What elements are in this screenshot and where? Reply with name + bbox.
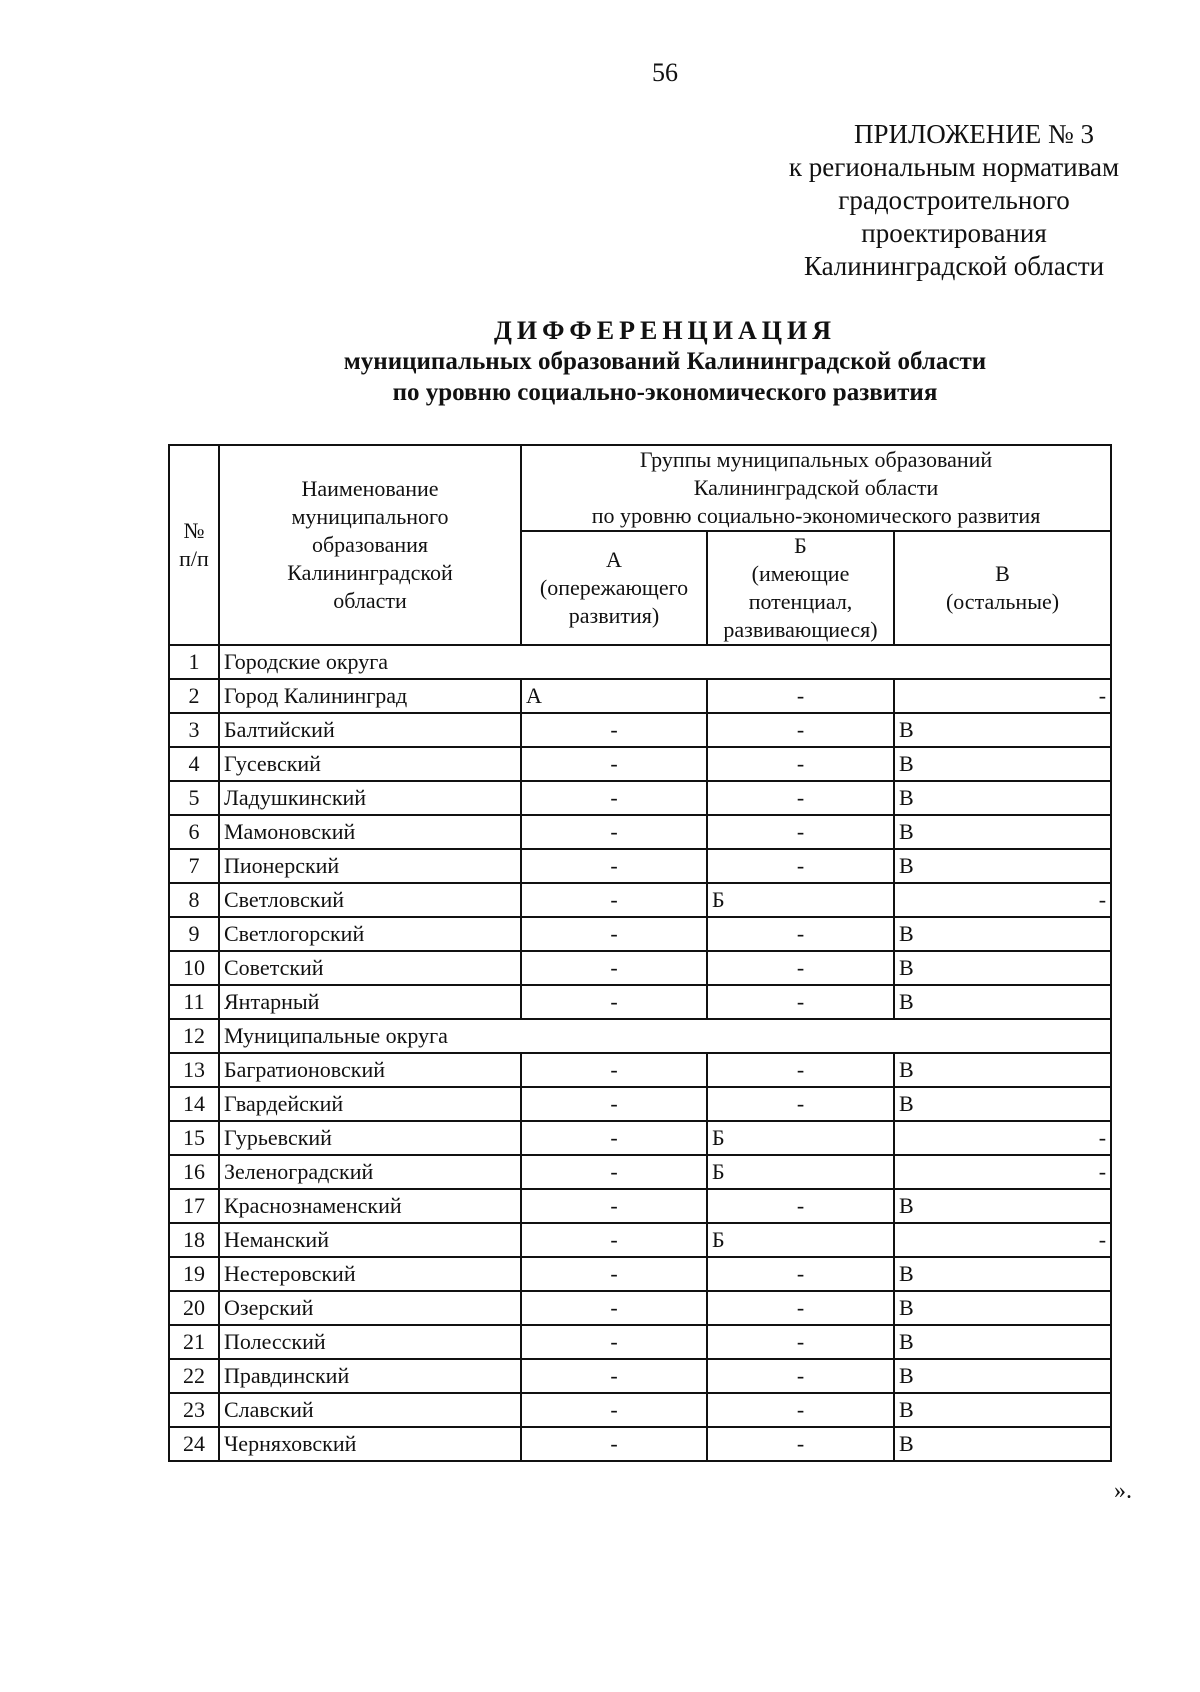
table-row <box>169 1121 1111 1155</box>
group-c-cell: В <box>894 713 1111 747</box>
municipality-name: Гусевский <box>219 747 521 781</box>
appendix-title: ПРИЛОЖЕНИЕ № 3 <box>853 119 1095 149</box>
appendix-line: градостроительного <box>838 185 1070 215</box>
group-b-cell: - <box>707 917 894 951</box>
heading-title: ДИФФЕРЕНЦИАЦИЯ <box>493 316 836 345</box>
table-row <box>169 1393 1111 1427</box>
group-c-cell: В <box>894 1291 1111 1325</box>
group-b-cell: - <box>707 1087 894 1121</box>
group-a-cell: - <box>521 849 707 883</box>
group-a-cell: - <box>521 985 707 1019</box>
row-number: 12 <box>169 1019 219 1053</box>
municipality-name: Багратионовский <box>219 1053 521 1087</box>
header-group-b <box>707 531 894 645</box>
row-number: 13 <box>169 1053 219 1087</box>
group-b-cell: - <box>707 985 894 1019</box>
document-heading <box>0 315 1200 408</box>
group-c-cell: В <box>894 1427 1111 1461</box>
header-text: области <box>333 588 407 613</box>
row-number: 20 <box>169 1291 219 1325</box>
group-c-cell: В <box>894 1325 1111 1359</box>
group-c-cell: - <box>894 1121 1111 1155</box>
table-row <box>169 985 1111 1019</box>
row-number: 10 <box>169 951 219 985</box>
group-b-cell: - <box>707 1427 894 1461</box>
row-number: 11 <box>169 985 219 1019</box>
group-b-cell: - <box>707 747 894 781</box>
municipality-name: Славский <box>219 1393 521 1427</box>
group-b-cell: Б <box>707 1121 894 1155</box>
appendix-line: к региональным нормативам <box>788 152 1120 182</box>
group-a-cell: - <box>521 1121 707 1155</box>
header-text: образования <box>311 532 429 557</box>
group-a-cell: - <box>521 951 707 985</box>
group-a-cell: - <box>521 747 707 781</box>
group-a-cell: - <box>521 781 707 815</box>
row-number: 21 <box>169 1325 219 1359</box>
heading-subtitle-line-2: по уровню социально-экономического развития <box>392 379 938 406</box>
table-row <box>169 1359 1111 1393</box>
group-c-cell: - <box>894 1223 1111 1257</box>
header-text: Наименование <box>301 476 439 501</box>
municipality-name: Мамоновский <box>219 815 521 849</box>
differentiation-table <box>168 444 1112 1462</box>
header-text: п/п <box>179 546 209 571</box>
header-text: А <box>606 547 622 572</box>
table-row <box>169 1019 1111 1053</box>
header-text: потенциал, <box>748 589 853 614</box>
group-a-cell: - <box>521 883 707 917</box>
group-b-cell: Б <box>707 1223 894 1257</box>
group-b-cell: - <box>707 1257 894 1291</box>
header-text: по уровню социально-экономического развития <box>591 503 1041 528</box>
municipality-name: Зеленоградский <box>219 1155 521 1189</box>
header-text: Группы муниципальных образований <box>639 447 993 472</box>
group-c-cell: В <box>894 985 1111 1019</box>
table-body <box>169 645 1111 1461</box>
row-number: 19 <box>169 1257 219 1291</box>
group-c-cell: В <box>894 1257 1111 1291</box>
closing-quote: ». <box>1114 1478 1132 1504</box>
group-a-cell: - <box>521 1155 707 1189</box>
table-row <box>169 1291 1111 1325</box>
group-a-cell: - <box>521 1087 707 1121</box>
row-number: 9 <box>169 917 219 951</box>
table-row <box>169 1189 1111 1223</box>
header-text: (имеющие <box>751 561 850 586</box>
table-row <box>169 951 1111 985</box>
group-b-cell: Б <box>707 1155 894 1189</box>
group-c-cell: В <box>894 917 1111 951</box>
group-c-cell: - <box>894 1155 1111 1189</box>
table-row <box>169 849 1111 883</box>
group-c-cell: В <box>894 747 1111 781</box>
row-number: 4 <box>169 747 219 781</box>
municipality-name: Балтийский <box>219 713 521 747</box>
group-c-cell: В <box>894 1393 1111 1427</box>
group-a-cell: А <box>521 679 707 713</box>
appendix-block <box>774 118 1134 283</box>
table-row <box>169 883 1111 917</box>
table-row <box>169 1053 1111 1087</box>
row-number: 7 <box>169 849 219 883</box>
group-b-cell: - <box>707 1291 894 1325</box>
row-number: 14 <box>169 1087 219 1121</box>
municipality-name: Неманский <box>219 1223 521 1257</box>
row-number: 5 <box>169 781 219 815</box>
table-row <box>169 1427 1111 1461</box>
row-number: 2 <box>169 679 219 713</box>
group-b-cell: - <box>707 781 894 815</box>
appendix-line: Калининградской области <box>803 251 1105 281</box>
group-a-cell: - <box>521 1325 707 1359</box>
group-b-cell: - <box>707 1393 894 1427</box>
header-text: муниципального <box>291 504 449 529</box>
table-row <box>169 1257 1111 1291</box>
group-b-cell: - <box>707 713 894 747</box>
row-number: 1 <box>169 645 219 679</box>
municipality-name: Город Калининград <box>219 679 521 713</box>
group-a-cell: - <box>521 1053 707 1087</box>
section-heading: Городские округа <box>219 645 1111 679</box>
header-name <box>219 445 521 645</box>
group-a-cell: - <box>521 1223 707 1257</box>
group-a-cell: - <box>521 1359 707 1393</box>
row-number: 17 <box>169 1189 219 1223</box>
municipality-name: Черняховский <box>219 1427 521 1461</box>
municipality-name: Полесский <box>219 1325 521 1359</box>
group-c-cell: В <box>894 1087 1111 1121</box>
municipality-name: Правдинский <box>219 1359 521 1393</box>
row-number: 22 <box>169 1359 219 1393</box>
group-b-cell: - <box>707 1189 894 1223</box>
table-row <box>169 917 1111 951</box>
group-c-cell: В <box>894 1359 1111 1393</box>
group-b-cell: - <box>707 679 894 713</box>
group-c-cell: В <box>894 815 1111 849</box>
header-text: развития) <box>568 603 660 628</box>
row-number: 15 <box>169 1121 219 1155</box>
group-c-cell: В <box>894 849 1111 883</box>
group-c-cell: В <box>894 1053 1111 1087</box>
group-b-cell: - <box>707 1325 894 1359</box>
table-row <box>169 1087 1111 1121</box>
heading-subtitle-line-1: муниципальных образований Калининградской области <box>343 348 987 375</box>
group-a-cell: - <box>521 1427 707 1461</box>
group-a-cell: - <box>521 917 707 951</box>
section-heading: Муниципальные округа <box>219 1019 1111 1053</box>
group-b-cell: Б <box>707 883 894 917</box>
table-row <box>169 1155 1111 1189</box>
table-row <box>169 815 1111 849</box>
municipality-name: Советский <box>219 951 521 985</box>
municipality-name: Гурьевский <box>219 1121 521 1155</box>
header-groups <box>521 445 1111 531</box>
municipality-name: Янтарный <box>219 985 521 1019</box>
row-number: 16 <box>169 1155 219 1189</box>
table-row <box>169 747 1111 781</box>
group-a-cell: - <box>521 1393 707 1427</box>
table-row <box>169 679 1111 713</box>
group-a-cell: - <box>521 1189 707 1223</box>
table-row <box>169 713 1111 747</box>
header-group-a <box>521 531 707 645</box>
group-b-cell: - <box>707 1053 894 1087</box>
header-text: (опережающего <box>539 575 689 600</box>
header-text: развивающиеся) <box>723 617 878 642</box>
appendix-line: проектирования <box>861 218 1047 248</box>
row-number: 18 <box>169 1223 219 1257</box>
municipality-name: Пионерский <box>219 849 521 883</box>
municipality-name: Гвардейский <box>219 1087 521 1121</box>
table-row <box>169 645 1111 679</box>
group-b-cell: - <box>707 1359 894 1393</box>
row-number: 3 <box>169 713 219 747</box>
municipality-name: Светлогорский <box>219 917 521 951</box>
group-a-cell: - <box>521 713 707 747</box>
row-number: 24 <box>169 1427 219 1461</box>
table-row <box>169 1223 1111 1257</box>
header-num <box>169 445 219 645</box>
municipality-name: Ладушкинский <box>219 781 521 815</box>
header-text: В <box>995 561 1010 586</box>
row-number: 23 <box>169 1393 219 1427</box>
group-b-cell: - <box>707 849 894 883</box>
header-group-c <box>894 531 1111 645</box>
row-number: 8 <box>169 883 219 917</box>
group-c-cell: В <box>894 781 1111 815</box>
municipality-name: Краснознаменский <box>219 1189 521 1223</box>
header-text: Калининградской области <box>693 475 939 500</box>
group-c-cell: - <box>894 883 1111 917</box>
header-text: № <box>183 518 205 543</box>
group-b-cell: - <box>707 815 894 849</box>
municipality-name: Озерский <box>219 1291 521 1325</box>
header-text: Б <box>794 533 807 558</box>
group-c-cell: В <box>894 1189 1111 1223</box>
header-text: Калининградской <box>287 560 453 585</box>
group-c-cell: В <box>894 951 1111 985</box>
header-text: (остальные) <box>945 589 1060 614</box>
group-c-cell: - <box>894 679 1111 713</box>
municipality-name: Светловский <box>219 883 521 917</box>
group-a-cell: - <box>521 815 707 849</box>
page-number: 56 <box>652 58 678 87</box>
group-a-cell: - <box>521 1291 707 1325</box>
table-row <box>169 1325 1111 1359</box>
group-b-cell: - <box>707 951 894 985</box>
row-number: 6 <box>169 815 219 849</box>
table-row <box>169 781 1111 815</box>
group-a-cell: - <box>521 1257 707 1291</box>
municipality-name: Нестеровский <box>219 1257 521 1291</box>
